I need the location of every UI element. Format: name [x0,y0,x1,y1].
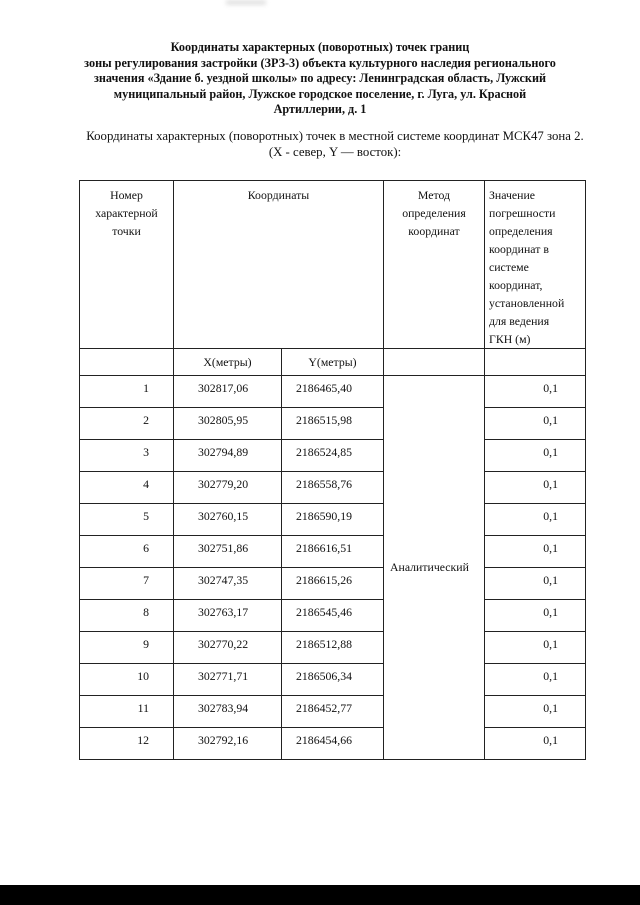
subheader-empty-cell [80,349,174,376]
point-number-cell: 6 [80,536,174,568]
y-coordinate-cell: 2186524,85 [282,440,384,472]
header-method-line: определения [402,206,466,220]
header-y-label: Y(метры) [282,349,384,376]
header-number-line: характерной [95,206,158,220]
point-number-cell: 10 [80,664,174,696]
error-value-cell: 0,1 [485,472,586,504]
header-method [384,181,485,349]
y-coordinate-cell: 2186506,34 [282,664,384,696]
error-value-cell: 0,1 [485,632,586,664]
y-coordinate-cell: 2186545,46 [282,600,384,632]
table-row [80,664,586,696]
error-value-cell: 0,1 [485,696,586,728]
error-value-cell: 0,1 [485,376,586,408]
subtitle-line: Координаты характерных (поворотных) точек в местной системе координат МСК47 зона 2. [86,129,584,143]
error-value-cell: 0,1 [485,440,586,472]
x-coordinate-cell: 302771,71 [174,664,282,696]
y-coordinate-cell: 2186465,40 [282,376,384,408]
y-coordinate-cell: 2186590,19 [282,504,384,536]
document-title [60,40,580,118]
error-value-cell: 0,1 [485,728,586,760]
method-cell: Аналитический [384,376,485,760]
point-number-cell: 1 [80,376,174,408]
table-row [80,568,586,600]
table-row [80,472,586,504]
scan-edge [0,885,640,905]
header-error-line: определения [489,224,553,238]
point-number-cell: 8 [80,600,174,632]
x-coordinate-cell: 302751,86 [174,536,282,568]
x-coordinate-cell: 302792,16 [174,728,282,760]
header-method-line: Метод [417,188,451,202]
title-line: Координаты характерных (поворотных) точек границ [170,40,470,54]
table-subheader-row [80,349,586,376]
document-subtitle [50,129,620,160]
header-x-label: X(метры) [174,349,282,376]
x-coordinate-cell: 302817,06 [174,376,282,408]
subheader-empty-cell [384,349,485,376]
y-coordinate-cell: 2186616,51 [282,536,384,568]
table-row [80,504,586,536]
point-number-cell: 3 [80,440,174,472]
x-coordinate-cell: 302747,35 [174,568,282,600]
x-coordinate-cell: 302805,95 [174,408,282,440]
header-error-line: координат, [489,278,543,292]
error-value-cell: 0,1 [485,568,586,600]
error-value-cell: 0,1 [485,408,586,440]
header-point-number [80,181,174,349]
x-coordinate-cell: 302794,89 [174,440,282,472]
title-line: муниципальный район, Лужское городское поселение, г. Луга, ул. Красной [113,86,527,101]
header-error-line: Значение [489,188,536,202]
table-row [80,728,586,760]
point-number-cell: 11 [80,696,174,728]
point-number-cell: 12 [80,728,174,760]
subheader-empty-cell [485,349,586,376]
coordinates-table [79,180,586,760]
table-row [80,376,586,408]
header-number-line: Номер [110,188,143,202]
point-number-cell: 2 [80,408,174,440]
x-coordinate-cell: 302779,20 [174,472,282,504]
header-error-value [485,181,586,349]
error-value-cell: 0,1 [485,536,586,568]
table-row [80,440,586,472]
error-value-cell: 0,1 [485,504,586,536]
header-error-line: установленной [489,296,565,310]
table-row [80,632,586,664]
error-value-cell: 0,1 [485,664,586,696]
table-row [80,408,586,440]
x-coordinate-cell: 302763,17 [174,600,282,632]
point-number-cell: 7 [80,568,174,600]
header-coordinates: Координаты [174,181,384,349]
subtitle-line: (X - север, Y — восток): [268,144,402,159]
header-number-line: точки [112,224,141,238]
y-coordinate-cell: 2186558,76 [282,472,384,504]
header-error-line: ГКН (м) [489,332,531,346]
error-value-cell: 0,1 [485,600,586,632]
table-row [80,600,586,632]
y-coordinate-cell: 2186454,66 [282,728,384,760]
x-coordinate-cell: 302760,15 [174,504,282,536]
table-row [80,536,586,568]
point-number-cell: 4 [80,472,174,504]
x-coordinate-cell: 302770,22 [174,632,282,664]
title-line: зоны регулирования застройки (ЗРЗ-3) объекта культурного наследия регионального [84,55,556,70]
header-method-line: координат [408,224,460,238]
point-number-cell: 9 [80,632,174,664]
y-coordinate-cell: 2186515,98 [282,408,384,440]
x-coordinate-cell: 302783,94 [174,696,282,728]
table-row [80,696,586,728]
title-line: Артиллерии, д. 1 [273,102,367,116]
y-coordinate-cell: 2186452,77 [282,696,384,728]
y-coordinate-cell: 2186512,88 [282,632,384,664]
header-error-line: системе [489,260,529,274]
table-header-row [80,181,586,349]
scan-smudge [226,0,266,5]
header-error-line: погрешности [489,206,556,220]
y-coordinate-cell: 2186615,26 [282,568,384,600]
header-error-line: для ведения [489,314,550,328]
header-error-line: координат в [489,242,549,256]
point-number-cell: 5 [80,504,174,536]
title-line: значения «Здание б. уездной школы» по адресу: Ленинградская область, Лужский [93,71,547,85]
